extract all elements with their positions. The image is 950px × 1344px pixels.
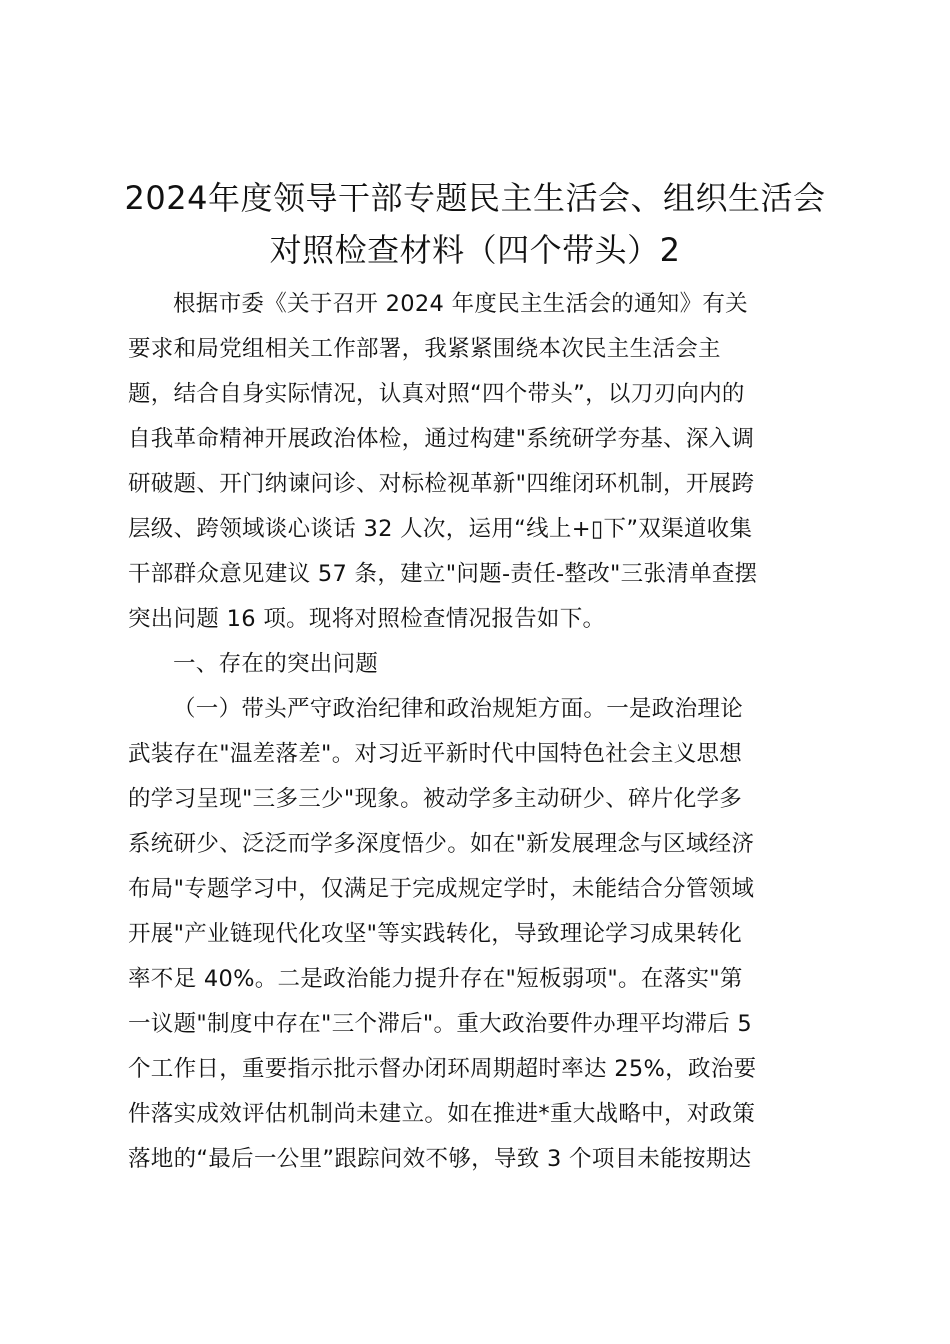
- text-line: 武装存在"温差落差"。对习近平新时代中国特色社会主义思想: [128, 741, 743, 767]
- text-line: （一）带头严守政治纪律和政治规矩方面。一是政治理论: [173, 696, 744, 722]
- text-line: 一议题"制度中存在"三个滞后"。重大政治要件办理平均滞后 5: [128, 1011, 753, 1037]
- text-line: 开展"产业链现代化攻坚"等实践转化，导致理论学习成果转化: [128, 921, 743, 947]
- section-1-paragraph: [128, 687, 833, 1182]
- section-heading: 一、存在的突出问题: [173, 651, 379, 677]
- text-line: 根据市委《关于召开 2024 年度民主生活会的通知》有关: [173, 291, 748, 317]
- text-line: 系统研少、泛泛而学多深度悟少。如在"新发展理念与区域经济: [128, 831, 755, 857]
- text-line: 自我革命精神开展政治体检，通过构建"系统研学夯基、深入调: [128, 426, 755, 452]
- text-line: 要求和局党组相关工作部署，我紧紧围绕本次民主生活会主: [128, 336, 721, 362]
- text-line: 的学习呈现"三多三少"现象。被动学多主动研少、碎片化学多: [128, 786, 743, 812]
- text-line: 个工作日，重要指示批示督办闭环周期超时率达 25%，政治要: [128, 1056, 757, 1082]
- text-line: 落地的“最后一公里”跟踪问效不够，导致 3 个项目未能按期达: [128, 1146, 752, 1172]
- document-title: 2024年度领导干部专题民主生活会、组织生活会对照检查材料（四个带头）2: [124, 179, 826, 269]
- text-line: 率不足 40%。二是政治能力提升存在"短板弱项"。在落实"第: [128, 966, 743, 992]
- text-line: 突出问题 16 项。现将对照检查情况报告如下。: [128, 606, 606, 632]
- intro-paragraph: [128, 282, 833, 642]
- text-line: 题，结合自身实际情况，认真对照“四个带头”，以刀刃向内的: [128, 381, 745, 407]
- text-line: 件落实成效评估机制尚未建立。如在推进*重大战略中，对政策: [128, 1101, 756, 1127]
- document-body: [128, 282, 833, 1182]
- text-line: 布局"专题学习中，仅满足于完成规定学时，未能结合分管领域: [128, 876, 755, 902]
- text-line: 干部群众意见建议 57 条，建立"问题-责任-整改"三张清单查摆: [128, 561, 758, 587]
- text-line: 层级、跨领域谈心谈话 32 人次，运用“线上+▯下”双渠道收集: [128, 516, 753, 542]
- text-line: 研破题、开门纳谏问诊、对标检视革新"四维闭环机制，开展跨: [128, 471, 755, 497]
